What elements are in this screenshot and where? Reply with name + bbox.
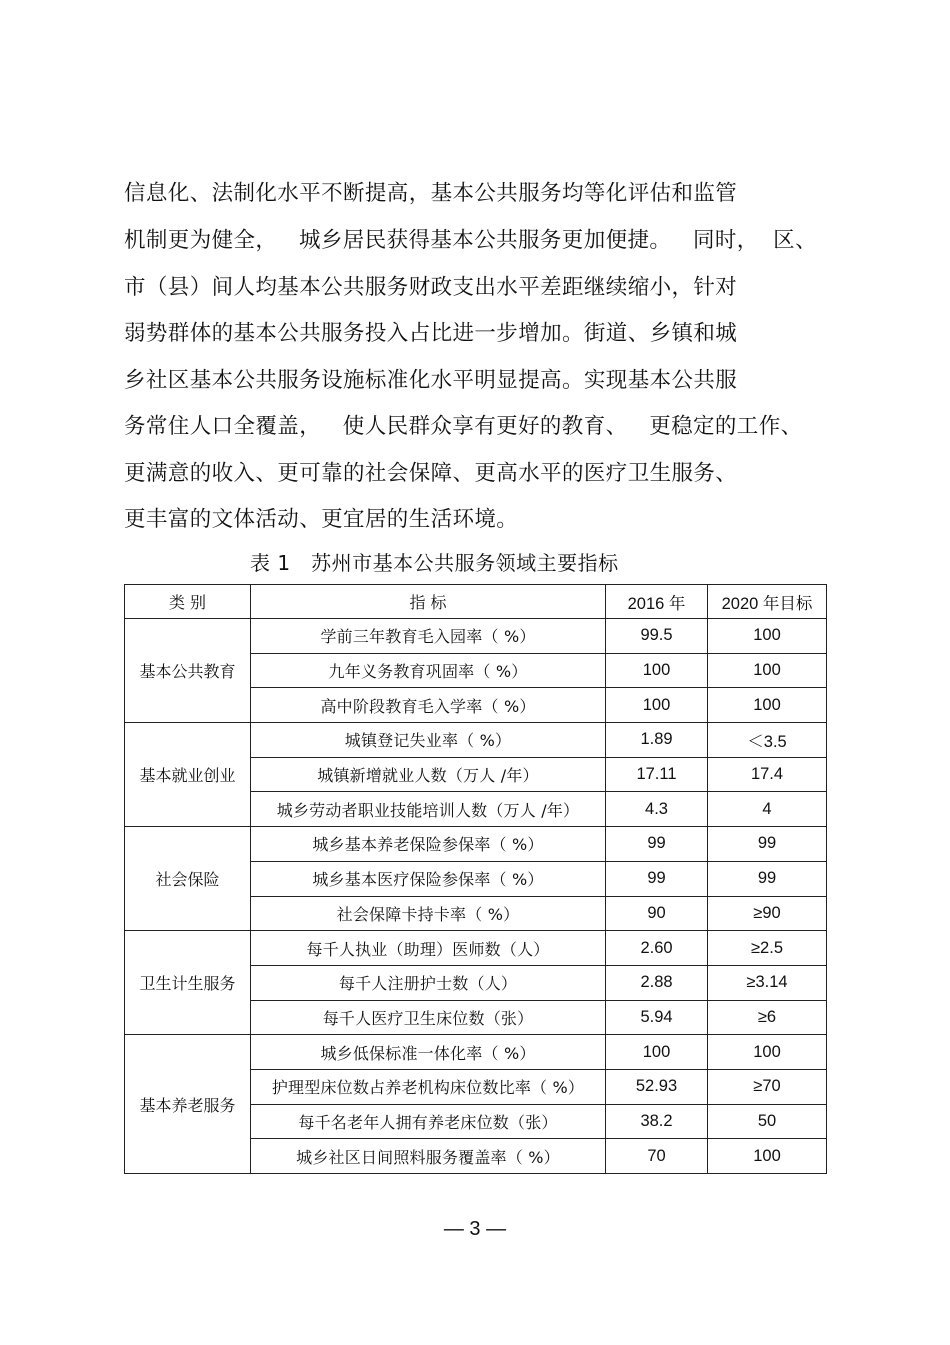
indicator-cell: 每千名老年人拥有养老床位数（张）	[251, 1104, 606, 1139]
indicator-cell: 城乡劳动者职业技能培训人数（万人 /年）	[251, 792, 606, 827]
value-2016-cell: 17.11	[606, 757, 708, 792]
value-2016-cell: 100	[606, 688, 708, 723]
indicators-table	[124, 584, 827, 1174]
table-row	[125, 723, 827, 758]
paragraph-line: 更满意的收入、更可靠的社会保障、更高水平的医疗卫生服务、	[124, 461, 738, 486]
value-2016-cell: 4.3	[606, 792, 708, 827]
paragraph-line: 机制更为健全， 城乡居民获得基本公共服务更加便捷。 同时， 区、	[124, 228, 817, 253]
indicator-cell: 九年义务教育巩固率（ %）	[251, 653, 606, 688]
indicator-cell: 城乡基本医疗保险参保率（ %）	[251, 861, 606, 896]
target-2020-cell: 4	[708, 792, 827, 827]
value-2016-cell: 100	[606, 1035, 708, 1070]
target-2020-cell: 100	[708, 688, 827, 723]
category-cell: 基本养老服务	[125, 1035, 251, 1174]
value-2016-cell: 99	[606, 827, 708, 862]
category-cell: 卫生计生服务	[125, 931, 251, 1035]
indicator-cell: 每千人执业（助理）医师数（人）	[251, 931, 606, 966]
value-2016-cell: 38.2	[606, 1104, 708, 1139]
target-2020-cell: ≥70	[708, 1069, 827, 1104]
category-cell: 基本就业创业	[125, 723, 251, 827]
value-2016-cell: 100	[606, 653, 708, 688]
table-header-row	[125, 585, 827, 619]
indicator-cell: 学前三年教育毛入园率（ %）	[251, 619, 606, 654]
indicator-cell: 城镇登记失业率（ %）	[251, 723, 606, 758]
paragraph-line: 信息化、法制化水平不断提高，基本公共服务均等化评估和监管	[124, 181, 738, 206]
target-2020-cell: ≥6	[708, 1000, 827, 1035]
category-cell: 社会保险	[125, 827, 251, 931]
header-category: 类 别	[125, 585, 251, 619]
target-2020-cell: 50	[708, 1104, 827, 1139]
value-2016-cell: 1.89	[606, 723, 708, 758]
value-2016-cell: 99	[606, 861, 708, 896]
table-row	[125, 931, 827, 966]
value-2016-cell: 90	[606, 896, 708, 931]
target-2020-cell: 100	[708, 653, 827, 688]
target-2020-cell: 99	[708, 861, 827, 896]
page-number: — 3 —	[443, 1218, 507, 1240]
indicator-cell: 城镇新增就业人数（万人 /年）	[251, 757, 606, 792]
value-2016-cell: 52.93	[606, 1069, 708, 1104]
value-2016-cell: 2.88	[606, 965, 708, 1000]
indicator-cell: 每千人注册护士数（人）	[251, 965, 606, 1000]
paragraph-line: 弱势群体的基本公共服务投入占比进一步增加。街道、乡镇和城	[124, 321, 738, 346]
table-row	[125, 1035, 827, 1070]
indicator-cell: 城乡基本养老保险参保率（ %）	[251, 827, 606, 862]
target-2020-cell: 99	[708, 827, 827, 862]
category-cell: 基本公共教育	[125, 619, 251, 723]
header-2020-target: 2020 年目标	[708, 585, 827, 619]
paragraph-line: 务常住人口全覆盖， 使人民群众享有更好的教育、 更稳定的工作、	[124, 414, 803, 439]
target-2020-cell: ≥2.5	[708, 931, 827, 966]
target-2020-cell: 100	[708, 1035, 827, 1070]
paragraph-line: 乡社区基本公共服务设施标准化水平明显提高。实现基本公共服	[124, 368, 738, 393]
header-indicator: 指 标	[251, 585, 606, 619]
target-2020-cell: ≥90	[708, 896, 827, 931]
table-row	[125, 827, 827, 862]
target-2020-cell: ≥3.14	[708, 965, 827, 1000]
indicator-cell: 城乡低保标准一体化率（ %）	[251, 1035, 606, 1070]
value-2016-cell: 99.5	[606, 619, 708, 654]
table-row	[125, 619, 827, 654]
table-caption: 表 1 苏州市基本公共服务领域主要指标	[250, 551, 619, 575]
value-2016-cell: 2.60	[606, 931, 708, 966]
indicator-cell: 护理型床位数占养老机构床位数比率（ %）	[251, 1069, 606, 1104]
value-2016-cell: 70	[606, 1139, 708, 1174]
value-2016-cell: 5.94	[606, 1000, 708, 1035]
indicator-cell: 每千人医疗卫生床位数（张）	[251, 1000, 606, 1035]
target-2020-cell: 100	[708, 1139, 827, 1174]
indicator-cell: 社会保障卡持卡率（ %）	[251, 896, 606, 931]
header-2016: 2016 年	[606, 585, 708, 619]
paragraph-line: 市（县）间人均基本公共服务财政支出水平差距继续缩小，针对	[124, 275, 738, 300]
table-body	[125, 619, 827, 1174]
indicator-cell: 高中阶段教育毛入学率（ %）	[251, 688, 606, 723]
paragraph-line: 更丰富的文体活动、更宜居的生活环境。	[124, 507, 519, 532]
target-2020-cell: 100	[708, 619, 827, 654]
indicator-cell: 城乡社区日间照料服务覆盖率（ %）	[251, 1139, 606, 1174]
target-2020-cell: ＜3.5	[708, 723, 827, 758]
target-2020-cell: 17.4	[708, 757, 827, 792]
